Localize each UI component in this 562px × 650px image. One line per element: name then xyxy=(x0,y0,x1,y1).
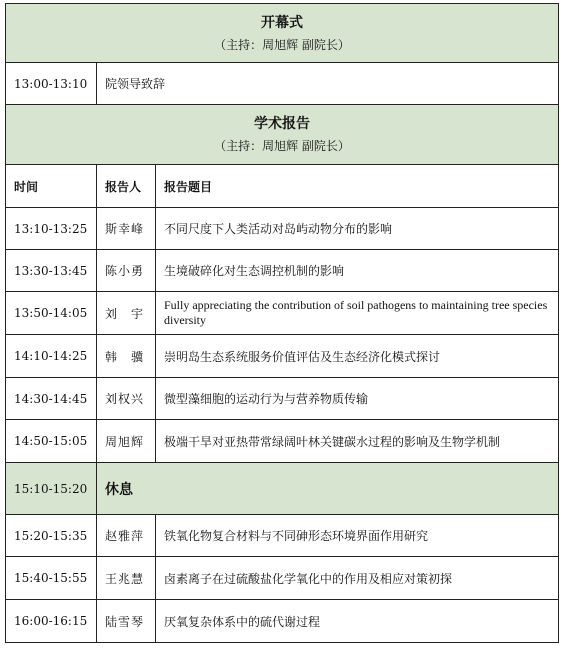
break-label: 休息 xyxy=(97,463,559,515)
time-cell: 14:10-14:25 xyxy=(6,335,97,378)
topic-cell: 厌氧复杂体系中的硫代谢过程 xyxy=(156,600,559,643)
speaker-cell: 韩 骥 xyxy=(97,335,156,378)
table-row xyxy=(6,208,559,250)
table-row xyxy=(6,292,559,335)
topic-cell: 不同尺度下人类活动对岛屿动物分布的影响 xyxy=(156,208,559,250)
topic-cell: 崇明岛生态系统服务价值评估及生态经济化模式探讨 xyxy=(156,335,559,378)
speaker-cell: 刘 宇 xyxy=(97,292,156,335)
topic-cell: 卤素离子在过硫酸盐化学氧化中的作用及相应对策初探 xyxy=(156,557,559,600)
time-cell: 15:40-15:55 xyxy=(6,557,97,600)
time-cell: 13:50-14:05 xyxy=(6,292,97,335)
opening-header xyxy=(6,4,559,63)
break-row xyxy=(6,463,559,515)
academic-header-row xyxy=(6,105,559,165)
table-row xyxy=(6,420,559,463)
speaker-cell: 斯幸峰 xyxy=(97,208,156,250)
break-time: 15:10-15:20 xyxy=(6,463,97,515)
time-cell: 14:30-14:45 xyxy=(6,378,97,420)
opening-host: （主持：周旭辉 副院长） xyxy=(214,37,350,52)
table-row xyxy=(6,515,559,557)
table-row xyxy=(6,63,559,105)
time-cell: 13:00-13:10 xyxy=(6,63,97,105)
col-header-speaker: 报告人 xyxy=(97,165,156,208)
time-cell: 13:30-13:45 xyxy=(6,250,97,292)
speaker-cell: 周旭辉 xyxy=(97,420,156,463)
time-cell: 16:00-16:15 xyxy=(6,600,97,643)
topic-cell: 生境破碎化对生态调控机制的影响 xyxy=(156,250,559,292)
academic-header xyxy=(6,105,559,165)
table-row xyxy=(6,250,559,292)
opening-title: 开幕式 xyxy=(261,14,303,31)
topic-cell: 铁氧化物复合材料与不同砷形态环境界面作用研究 xyxy=(156,515,559,557)
time-cell: 15:20-15:35 xyxy=(6,515,97,557)
topic-cell: 极端干旱对亚热带常绿阔叶林关键碳水过程的影响及生物学机制 xyxy=(156,420,559,463)
column-header-row xyxy=(6,165,559,208)
table-row xyxy=(6,335,559,378)
speaker-cell: 王兆慧 xyxy=(97,557,156,600)
topic-cell: Fully appreciating the contribution of soil pathogens to maintaining tree species diversity xyxy=(156,292,559,335)
academic-title: 学术报告 xyxy=(254,116,310,132)
table-row xyxy=(6,557,559,600)
schedule-table xyxy=(5,3,559,643)
table-row xyxy=(6,378,559,420)
speaker-cell: 赵雅萍 xyxy=(97,515,156,557)
table-row xyxy=(6,600,559,643)
speaker-cell: 刘权兴 xyxy=(97,378,156,420)
academic-host: （主持：周旭辉 副院长） xyxy=(214,139,350,153)
opening-header-row xyxy=(6,4,559,63)
item-cell: 院领导致辞 xyxy=(97,63,559,105)
topic-cell: 微型藻细胞的运动行为与营养物质传输 xyxy=(156,378,559,420)
col-header-topic: 报告题目 xyxy=(156,165,559,208)
time-cell: 14:50-15:05 xyxy=(6,420,97,463)
speaker-cell: 陆雪琴 xyxy=(97,600,156,643)
col-header-time: 时间 xyxy=(6,165,97,208)
time-cell: 13:10-13:25 xyxy=(6,208,97,250)
speaker-cell: 陈小勇 xyxy=(97,250,156,292)
